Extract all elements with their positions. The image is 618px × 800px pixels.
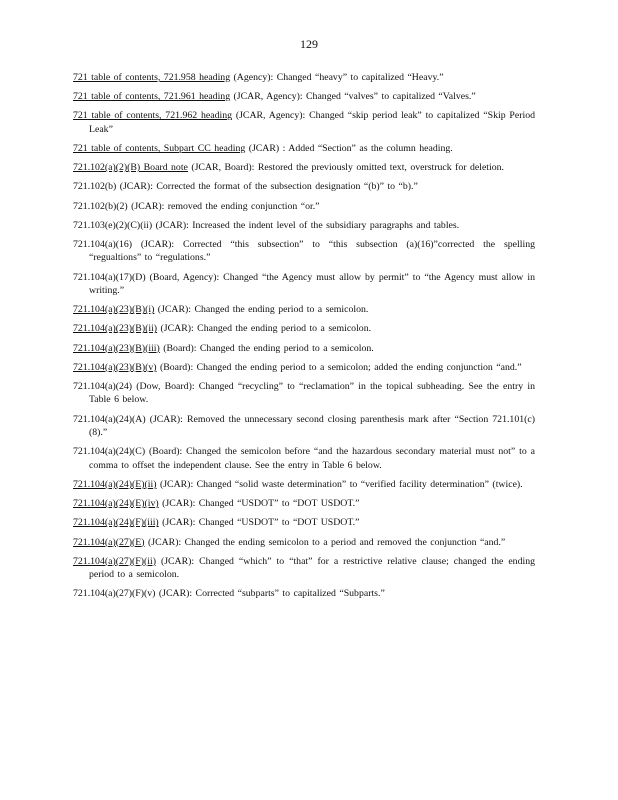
errata-entry [73,497,535,510]
entry-note: (JCAR): Changed the ending period to a semicolon. [154,304,369,316]
errata-entry [73,516,535,529]
errata-entry [73,271,535,298]
entry-note: (JCAR): Changed “USDOT” to “DOT USDOT.” [158,517,360,529]
entry-note: (JCAR, Board): Restored the previously omitted text, overstruck for deletion. [187,162,504,174]
entry-note: (JCAR): Removed the unnecessary second closing parenthesis mark after “Section 721.101(c)(8).” [89,413,535,439]
entry-note: (JCAR): Corrected “subparts” to capitalized “Subparts.” [155,588,385,600]
errata-entry [73,342,535,355]
entry-reference: 721.103(e)(2)(C)(ii) [73,219,153,231]
entry-note: (Board, Agency): Changed “the Agency must allow by permit” to “the Agency must allow in writing.” [89,271,535,297]
entry-note: (JCAR): Changed “solid waste determination” to “verified facility determination” (twice). [156,478,523,490]
entry-reference: 721.104(a)(23)(B)(v) [73,361,157,373]
entry-reference: 721.104(a)(24)(F)(iii) [73,517,159,529]
entry-reference: 721.104(a)(24)(E)(ii) [73,478,157,490]
errata-entry [73,90,535,103]
errata-entry [73,109,535,136]
errata-entry [73,478,535,491]
entry-note: (JCAR): Changed “USDOT” to “DOT USDOT.” [158,498,360,510]
errata-entry [73,303,535,316]
errata-entry [73,555,535,582]
entry-note: (JCAR): removed the ending conjunction “or.” [127,200,320,212]
entry-note: (Dow, Board): Changed “recycling” to “reclamation” in the topical subheading. See the entry in Table 6 below. [89,381,535,406]
entry-reference: 721.104(a)(24)(E)(iv) [73,498,159,510]
errata-entry [73,238,535,265]
entry-reference: 721.102(a)(2)(B) Board note [73,162,188,174]
entry-reference: 721.104(a)(27)(F)(v) [73,588,156,600]
errata-entry [73,322,535,335]
entry-reference: 721.104(a)(24)(C) [73,446,146,458]
entry-reference: 721.104(a)(23)(B)(ii) [73,323,158,335]
errata-entry [73,161,535,174]
entry-reference: 721.102(b) [73,181,117,193]
entry-reference: 721 table of contents, 721.962 heading [73,110,232,122]
entry-note: (Agency): Changed “heavy” to capitalized “Heavy.” [230,72,444,83]
errata-entry [73,200,535,213]
errata-entry [73,219,535,232]
entry-note: (JCAR): Changed “which” to “that” for a restrictive relative clause; changed the ending period to a semicolon. [89,555,535,581]
entry-note: (JCAR) : Added “Section” as the column heading. [245,143,453,155]
entry-reference: 721.104(a)(23)(B)(iii) [73,342,160,354]
entry-note: (JCAR, Agency): Changed “skip period leak” to capitalized “Skip Period Leak” [89,110,536,135]
entry-note: (JCAR): Increased the indent level of the subsidiary paragraphs and tables. [152,219,460,231]
entry-note: (JCAR): Corrected “this subsection” to “this subsection (a)(16)”corrected the spelling “regualtions” to “regulations.” [89,239,535,264]
entry-note: (Board): Changed the ending period to a semicolon; added the ending conjunction “and.” [156,361,522,373]
entry-note: (JCAR): Changed the ending semicolon to a period and removed the conjunction “and.” [144,536,506,548]
entry-reference: 721 table of contents, 721.961 heading [73,91,231,103]
errata-entry [73,445,535,472]
entry-note: (JCAR): Changed the ending period to a semicolon. [157,323,372,335]
entry-note: (JCAR): Corrected the format of the subsection designation “(b)” to “b).” [116,181,418,193]
errata-entry [73,361,535,374]
entry-reference: 721.104(a)(16) [73,239,133,251]
entry-note: (Board): Changed the semicolon before “and the hazardous secondary material must not” to a comma to offset the independent clause. See the entry in Table 6 below. [89,446,535,471]
errata-entry [73,71,535,84]
entry-note: (Board): Changed the ending period to a semicolon. [159,342,374,354]
entry-note: (JCAR, Agency): Changed “valves” to capitalized “Valves.” [230,91,476,103]
entry-reference: 721.104(a)(17)(D) [73,271,146,283]
errata-entry [73,180,535,193]
entry-reference: 721.104(a)(24)(A) [73,413,146,425]
entry-reference: 721.104(a)(23)(B)(i) [73,304,155,316]
errata-entry [73,413,535,440]
entry-reference: 721.102(b)(2) [73,200,128,212]
errata-entry [73,142,535,155]
errata-entry [73,380,535,407]
entry-reference: 721 table of contents, 721.958 heading [73,72,231,83]
entry-reference: 721.104(a)(27)(F)(ii) [73,555,156,567]
entry-reference: 721.104(a)(24) [73,381,133,393]
errata-entry [73,536,535,549]
page-number: 129 [300,37,318,51]
errata-list [73,71,535,607]
errata-entry [73,587,535,600]
entry-reference: 721.104(a)(27)(E) [73,536,145,548]
entry-reference: 721 table of contents, Subpart CC heading [73,143,246,155]
